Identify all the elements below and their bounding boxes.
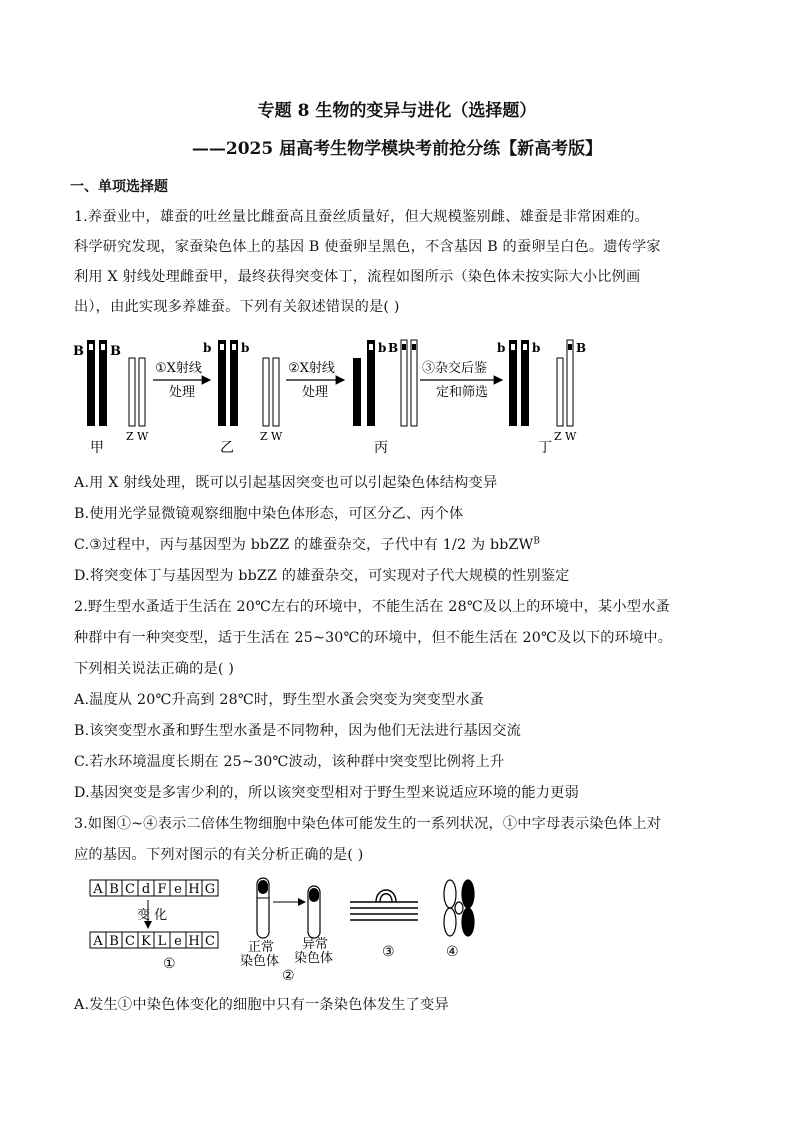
z-label: Z xyxy=(260,430,268,443)
q2-option-b: B.该突变型水蚤和野生型水蚤是不同物种，因为他们无法进行基因交流 xyxy=(74,723,521,739)
gene-letter: C xyxy=(125,934,135,949)
gene-letter: e xyxy=(174,934,182,949)
gene-letter: C xyxy=(125,882,135,897)
gene-label: B xyxy=(388,341,399,355)
gene-letter: A xyxy=(93,882,103,897)
q1-line-2: 科学研究发现，家蚕染色体上的基因 B 使蚕卵呈黑色，不含基因 B 的蚕卵呈白色。遗传学家 xyxy=(74,239,661,255)
document-subtitle: ——2025 届高考生物学模块考前抢分练【新高考版】 xyxy=(191,139,603,159)
abnormal-chromosome xyxy=(308,886,320,938)
gene-letter: B xyxy=(109,882,119,897)
step1-text-2: 处理 xyxy=(169,385,196,400)
q3-variation-diagram xyxy=(88,876,488,986)
abnormal-label: 异常 xyxy=(302,937,329,952)
normal-label-2: 染色体 xyxy=(240,954,280,969)
gene-letter: e xyxy=(174,882,182,897)
normal-chromosome xyxy=(257,878,269,938)
w-label: W xyxy=(271,430,283,443)
q1-option-a: A.用 X 射线处理，既可以引起基因突变也可以引起染色体结构变异 xyxy=(74,475,498,491)
step1-text: ①X射线 xyxy=(155,361,202,376)
gene-label: b xyxy=(203,341,212,355)
gene-label: b xyxy=(241,341,250,355)
label-bing: 丙 xyxy=(374,440,388,456)
gene-label: b xyxy=(532,341,541,355)
gene-label: B xyxy=(110,344,121,359)
figure-1-number: ① xyxy=(163,956,176,972)
section-heading: 一、单项选择题 xyxy=(70,179,168,195)
q2-option-c: C.若水环境温度长期在 25~30℃波动，该种群中突变型比例将上升 xyxy=(74,754,505,770)
gene-letter: H xyxy=(188,882,200,897)
loop-chromosomes xyxy=(350,890,418,920)
q3-option-a: A.发生①中染色体变化的细胞中只有一条染色体发生了变异 xyxy=(74,997,449,1013)
step-3 xyxy=(420,360,502,400)
gene-letter: G xyxy=(204,882,216,897)
label-yi: 乙 xyxy=(220,440,234,456)
abnormal-label-2: 染色体 xyxy=(294,951,334,966)
figure-4-number: ④ xyxy=(446,944,459,960)
z-label: Z xyxy=(126,430,134,443)
w-label: W xyxy=(565,430,577,443)
gene-letter: B xyxy=(109,934,119,949)
gene-letter: H xyxy=(188,934,200,949)
individual-jia xyxy=(73,340,149,456)
q1-line-4: 出），由此实现多养雄蚕。下列有关叙述错误的是( ) xyxy=(74,299,400,315)
step2-text-2: 处理 xyxy=(302,385,329,400)
q1-option-c-text: C.③过程中，丙与基因型为 bbZZ 的雄蚕杂交，子代中有 1/2 为 bbZW xyxy=(74,537,534,553)
step-1 xyxy=(153,360,210,400)
label-ding: 丁 xyxy=(538,440,552,456)
individual-bing xyxy=(353,340,417,456)
gene-label: B xyxy=(73,344,84,359)
q2-line-3: 下列相关说法正确的是( ) xyxy=(74,661,235,677)
q3-line-2: 应的基因。下列对图示的有关分析正确的是( ) xyxy=(74,847,364,863)
q1-chromosome-diagram xyxy=(70,330,630,460)
q1-option-c xyxy=(74,534,540,554)
q2-line-1: 2.野生型水蚤适于生活在 20℃左右的环境中，不能生活在 28℃及以上的环境中，某小型水蚤 xyxy=(74,599,670,615)
q1-option-c-sup: B xyxy=(533,536,541,547)
q3-line-1: 3.如图①~④表示二倍体生物细胞中染色体可能发生的一系列状况，①中字母表示染色体上对 xyxy=(74,816,662,832)
crossover-chromosomes xyxy=(444,880,474,936)
gene-row-changed xyxy=(90,932,218,949)
figure-2-number: ② xyxy=(282,968,295,984)
step-2 xyxy=(286,360,344,400)
step2-text: ②X射线 xyxy=(288,361,335,376)
individual-ding xyxy=(497,340,586,456)
q2-line-2: 种群中有一种突变型，适于生活在 25~30℃的环境中，但不能生活在 20℃及以下的环境中。 xyxy=(74,630,673,646)
gene-label: b xyxy=(378,341,387,355)
step3-text: ③杂交后鉴 xyxy=(422,361,488,376)
gene-letter: L xyxy=(157,934,167,949)
individual-yi xyxy=(203,340,283,456)
w-label: W xyxy=(137,430,149,443)
document-title: 专题 8 生物的变异与进化（选择题） xyxy=(257,101,537,121)
q2-option-a: A.温度从 20℃升高到 28℃时，野生型水蚤会突变为突变型水蚤 xyxy=(74,692,485,708)
q1-line-1: 1.养蚕业中，雄蚕的吐丝量比雌蚕高且蚕丝质量好，但大规模鉴别雌、雄蚕是非常困难的。 xyxy=(74,209,650,225)
z-label: Z xyxy=(554,430,562,443)
change-label: 变 化 xyxy=(137,908,168,923)
gene-letter: C xyxy=(205,934,215,949)
normal-label: 正常 xyxy=(248,940,275,955)
step3-text-2: 定和筛选 xyxy=(436,385,489,400)
q1-option-d: D.将突变体丁与基因型为 bbZZ 的雄蚕杂交，可实现对子代大规模的性别鉴定 xyxy=(74,568,570,584)
label-jia: 甲 xyxy=(90,440,104,456)
gene-letter: F xyxy=(157,882,167,897)
q2-option-d: D.基因突变是多害少利的，所以该突变型相对于野生型来说适应环境的能力更弱 xyxy=(74,785,579,801)
q1-line-3: 利用 X 射线处理雌蚕甲，最终获得突变体丁，流程如图所示（染色体未按实际大小比例画 xyxy=(74,269,641,285)
gene-label: B xyxy=(576,341,587,355)
gene-letter: d xyxy=(141,882,151,897)
gene-label: b xyxy=(497,341,506,355)
gene-row-original xyxy=(90,880,218,897)
gene-letter: A xyxy=(93,934,103,949)
figure-3-number: ③ xyxy=(382,944,395,960)
q1-option-b: B.使用光学显微镜观察细胞中染色体形态，可区分乙、丙个体 xyxy=(74,506,464,522)
gene-letter: K xyxy=(141,934,151,949)
